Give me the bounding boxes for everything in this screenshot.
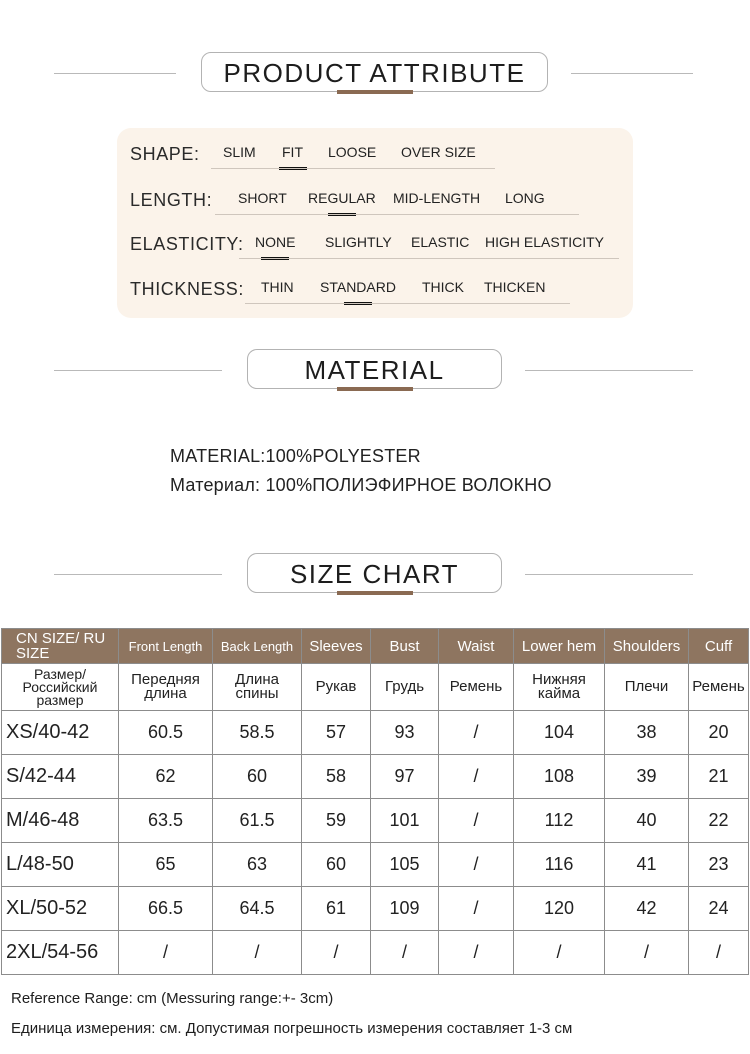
table-cell: / <box>514 931 605 975</box>
table-cell: / <box>439 887 514 931</box>
size-cell: M/46-48 <box>2 799 119 843</box>
attribute-row-length <box>117 188 633 218</box>
attribute-label: ELASTICITY: <box>130 234 244 254</box>
attribute-option-selected: NONE <box>255 234 296 250</box>
footnote-ru: Единица измерения: см. Допустимая погрешность измерения составляет 1-3 см <box>11 1020 573 1037</box>
attribute-option: THICK <box>422 279 464 295</box>
table-row <box>2 755 749 799</box>
header-cell-ru: Грудь <box>371 664 439 711</box>
table-cell: 65 <box>119 843 213 887</box>
table-cell: 58.5 <box>213 711 302 755</box>
attribute-rule <box>215 214 579 215</box>
table-row <box>2 887 749 931</box>
attribute-option: THICKEN <box>484 279 546 295</box>
attribute-option: SLIGHTLY <box>325 234 392 250</box>
attribute-option: MID-LENGTH <box>393 190 481 206</box>
table-cell: 104 <box>514 711 605 755</box>
header-cell-ru: Нижняя кайма <box>514 664 605 711</box>
size-cell: S/42-44 <box>2 755 119 799</box>
table-cell: / <box>439 843 514 887</box>
divider-right <box>525 574 693 575</box>
table-cell: 57 <box>302 711 371 755</box>
table-cell: / <box>689 931 749 975</box>
attribute-rule <box>239 258 619 259</box>
header-cell: Cuff <box>689 629 749 664</box>
attribute-option: SHORT <box>238 190 287 206</box>
header-row-en <box>2 629 749 664</box>
header-cell-ru: Длина спины <box>213 664 302 711</box>
attribute-rule <box>211 168 495 169</box>
footnote-en: Reference Range: cm (Messuring range:+- 3cm) <box>11 990 334 1007</box>
header-cell-ru: Плечи <box>605 664 689 711</box>
attribute-rule <box>245 303 570 304</box>
section-title: PRODUCT ATTRIBUTE <box>201 52 548 92</box>
header-cell-ru: Передняя длина <box>119 664 213 711</box>
table-cell: 59 <box>302 799 371 843</box>
header-cell-ru: Рукав <box>302 664 371 711</box>
table-cell: 24 <box>689 887 749 931</box>
section-title: SIZE CHART <box>247 553 502 593</box>
header-cell: CN SIZE/ RU SIZE <box>2 629 119 664</box>
table-row <box>2 711 749 755</box>
attribute-option: HIGH ELASTICITY <box>485 234 605 250</box>
attribute-option: LONG <box>505 190 545 206</box>
table-row <box>2 799 749 843</box>
header-cell: Front Length <box>119 629 213 664</box>
header-cell: Sleeves <box>302 629 371 664</box>
header-cell: Back Length <box>213 629 302 664</box>
size-cell: XS/40-42 <box>2 711 119 755</box>
table-row <box>2 843 749 887</box>
attribute-row-shape <box>117 142 633 172</box>
table-cell: 97 <box>371 755 439 799</box>
header-cell-ru: Ремень <box>689 664 749 711</box>
table-row <box>2 931 749 975</box>
attribute-row-thickness <box>117 277 633 307</box>
header-row-ru <box>2 664 749 711</box>
header-cell: Waist <box>439 629 514 664</box>
table-cell: 112 <box>514 799 605 843</box>
divider-left <box>54 574 222 575</box>
table-cell: 63.5 <box>119 799 213 843</box>
table-cell: 38 <box>605 711 689 755</box>
attribute-label: THICKNESS: <box>130 279 245 299</box>
table-cell: 105 <box>371 843 439 887</box>
size-cell: XL/50-52 <box>2 887 119 931</box>
table-cell: 60 <box>213 755 302 799</box>
divider-left <box>54 370 222 371</box>
attribute-option-selected: REGULAR <box>308 190 376 206</box>
table-cell: 62 <box>119 755 213 799</box>
table-cell: 61.5 <box>213 799 302 843</box>
table-cell: / <box>439 755 514 799</box>
material-line-ru: Материал: 100%ПОЛИЭФИРНОЕ ВОЛОКНО <box>170 475 552 495</box>
attribute-option: SLIM <box>223 144 256 160</box>
attribute-option-selected: STANDARD <box>320 279 396 295</box>
header-cell: Bust <box>371 629 439 664</box>
table-cell: / <box>439 711 514 755</box>
table-cell: 21 <box>689 755 749 799</box>
material-header <box>0 349 750 393</box>
table-cell: 64.5 <box>213 887 302 931</box>
header-cell: Shoulders <box>605 629 689 664</box>
table-cell: 20 <box>689 711 749 755</box>
table-cell: 23 <box>689 843 749 887</box>
table-cell: 60.5 <box>119 711 213 755</box>
table-cell: 66.5 <box>119 887 213 931</box>
size-chart-table <box>1 628 749 975</box>
table-cell: / <box>605 931 689 975</box>
product-attribute-header <box>0 52 750 96</box>
size-cell: 2XL/54-56 <box>2 931 119 975</box>
attribute-label: SHAPE: <box>130 144 200 164</box>
table-cell: 109 <box>371 887 439 931</box>
title-underline <box>337 591 413 595</box>
table-cell: 63 <box>213 843 302 887</box>
attribute-option: OVER SIZE <box>401 144 476 160</box>
divider-right <box>525 370 693 371</box>
table-cell: 60 <box>302 843 371 887</box>
attribute-option-selected: FIT <box>282 144 303 160</box>
size-chart-header <box>0 553 750 597</box>
header-cell-ru: Ремень <box>439 664 514 711</box>
table-cell: 40 <box>605 799 689 843</box>
material-line-en: MATERIAL:100%POLYESTER <box>170 446 421 466</box>
table-cell: 101 <box>371 799 439 843</box>
table-cell: / <box>439 931 514 975</box>
title-underline <box>337 387 413 391</box>
header-cell-ru: Размер/ Российский размер <box>2 664 119 711</box>
table-cell: / <box>213 931 302 975</box>
attribute-label: LENGTH: <box>130 190 213 210</box>
attribute-option: LOOSE <box>328 144 377 160</box>
table-cell: / <box>439 799 514 843</box>
divider-left <box>54 73 176 74</box>
table-cell: 120 <box>514 887 605 931</box>
table-cell: 41 <box>605 843 689 887</box>
attribute-option: THIN <box>261 279 294 295</box>
divider-right <box>571 73 693 74</box>
table-cell: / <box>119 931 213 975</box>
table-cell: 61 <box>302 887 371 931</box>
attribute-row-elasticity <box>117 232 633 262</box>
table-cell: 58 <box>302 755 371 799</box>
table-cell: 22 <box>689 799 749 843</box>
table-cell: 42 <box>605 887 689 931</box>
section-title: MATERIAL <box>247 349 502 389</box>
table-cell: / <box>371 931 439 975</box>
table-cell: 116 <box>514 843 605 887</box>
size-cell: L/48-50 <box>2 843 119 887</box>
attribute-panel <box>117 128 633 318</box>
header-cell: Lower hem <box>514 629 605 664</box>
table-cell: / <box>302 931 371 975</box>
table-cell: 39 <box>605 755 689 799</box>
attribute-option: ELASTIC <box>411 234 470 250</box>
title-underline <box>337 90 413 94</box>
table-cell: 93 <box>371 711 439 755</box>
table-cell: 108 <box>514 755 605 799</box>
